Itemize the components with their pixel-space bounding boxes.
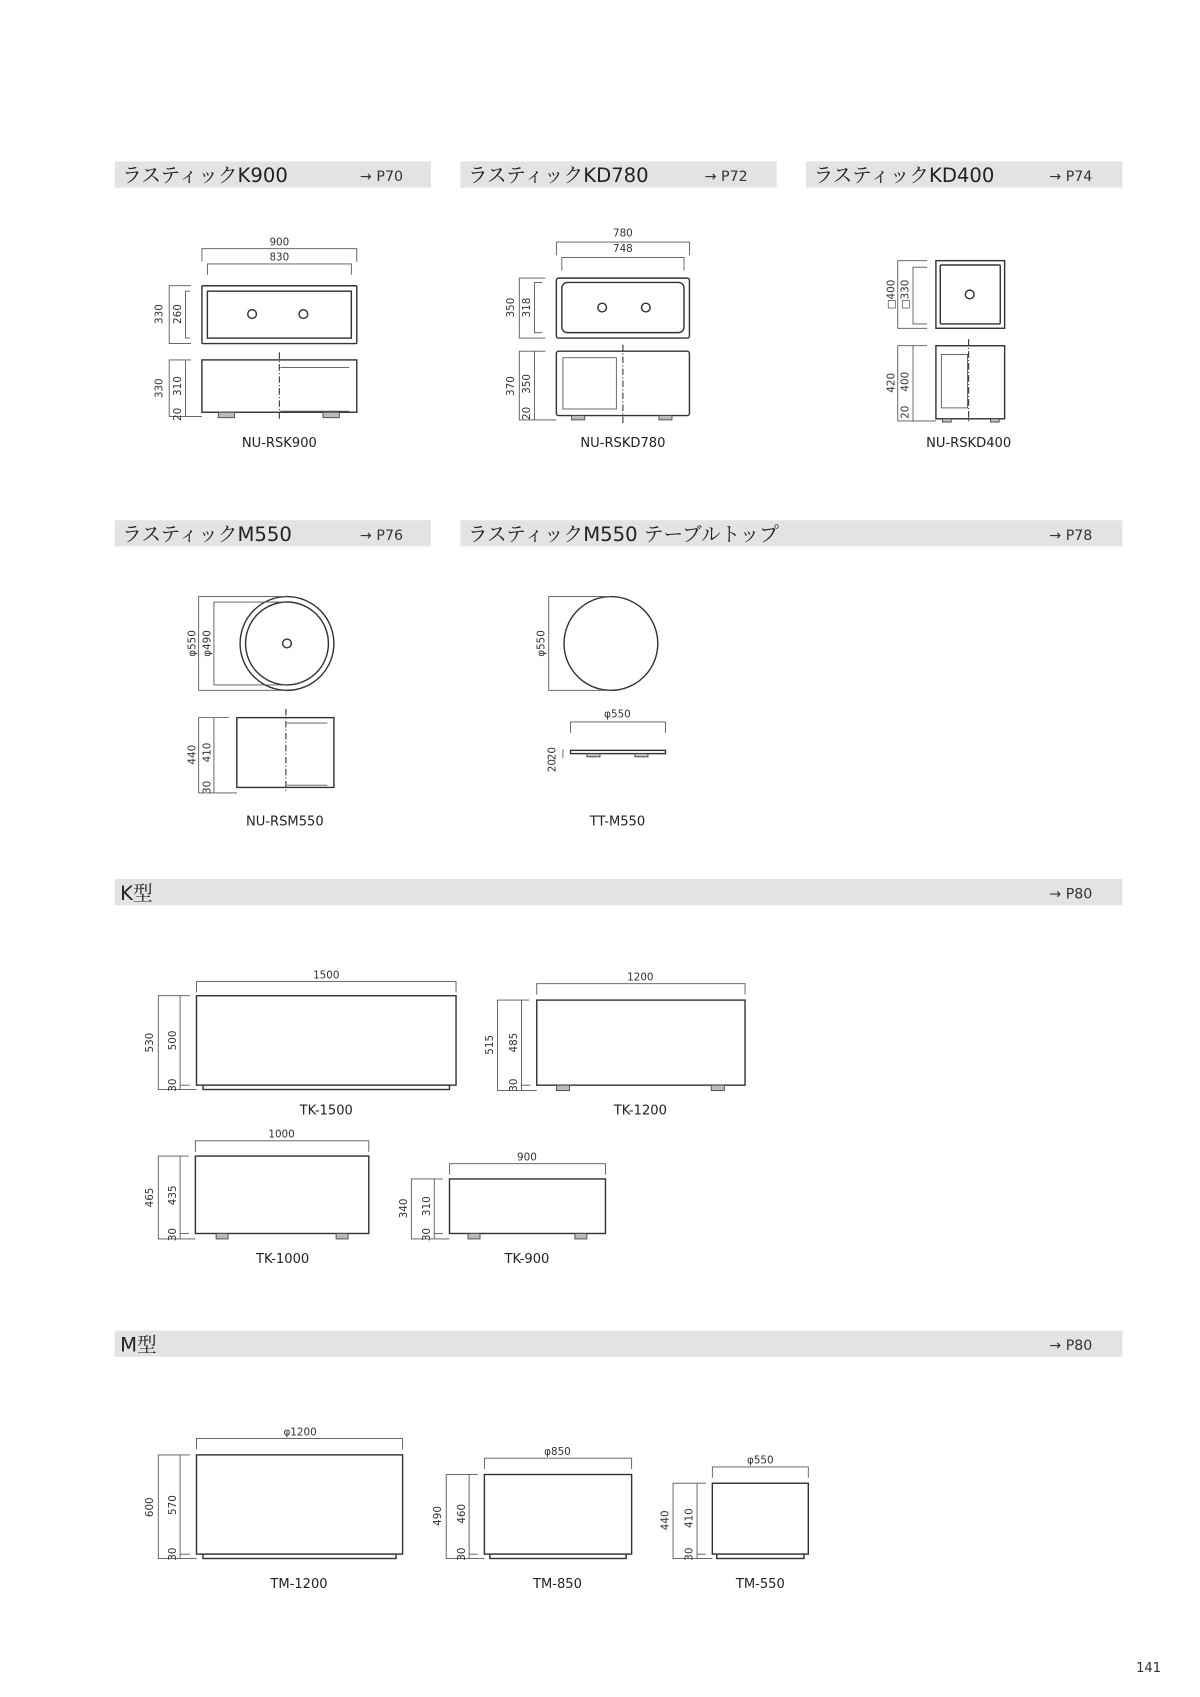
model-name: NU-RSM550 — [245, 814, 324, 830]
dimension-label: 260 — [172, 304, 185, 324]
dimension-label: 340 — [397, 1198, 410, 1219]
dimension-label: 370 — [504, 376, 517, 396]
model-name: NU-RSKD780 — [580, 436, 666, 452]
model-name: TK-1000 — [256, 1251, 310, 1267]
section-title: K型 — [120, 881, 153, 905]
dimension-label: φ550 — [535, 630, 548, 657]
dimension-label: 780 — [613, 227, 633, 240]
section-title: ラスティックKD780 — [468, 164, 649, 188]
dimension-label: 20 — [172, 407, 185, 422]
header-k-type — [115, 879, 1123, 905]
dimension-label: 20 — [546, 747, 559, 761]
dimension-label: 410 — [683, 1508, 696, 1529]
dimension-label: 30 — [166, 1547, 179, 1561]
dimension-label: 460 — [455, 1503, 468, 1524]
header-kd780 — [460, 161, 776, 187]
dimension-label: 20 — [521, 406, 534, 420]
model-name: NU-RSKD400 — [926, 436, 1012, 452]
dimension-label: 400 — [899, 371, 912, 392]
drawing-tm-1200 — [144, 1426, 403, 1592]
dimension-label: 600 — [143, 1497, 156, 1518]
dimension-label: 465 — [143, 1187, 156, 1208]
dimension-label: 30 — [455, 1547, 468, 1561]
dimension-label: 440 — [659, 1510, 672, 1531]
header-k900 — [115, 161, 431, 187]
dimension-label: φ490 — [201, 630, 214, 657]
dimension-label: 570 — [166, 1495, 179, 1515]
drawing-tk-1200 — [484, 971, 745, 1118]
model-name: TM-850 — [532, 1576, 582, 1592]
dimension-label: 1200 — [627, 971, 654, 984]
dimension-label: 435 — [166, 1185, 179, 1206]
drawing-tm-550 — [660, 1455, 809, 1592]
dimension-label: 330 — [153, 304, 166, 324]
page-number: 141 — [1136, 1660, 1162, 1676]
dimension-label: 310 — [420, 1196, 433, 1217]
drawing-kd780 — [505, 228, 690, 451]
dimension-label: 420 — [885, 372, 898, 393]
dimension-label: 410 — [201, 742, 214, 763]
page-link[interactable]: → P80 — [1049, 1338, 1093, 1355]
model-name: NU-RSK900 — [241, 436, 317, 452]
dimension-label: 1500 — [313, 969, 340, 982]
drawing-tk-900 — [398, 1151, 605, 1267]
model-name: TK-900 — [504, 1251, 550, 1267]
dimension-label: 30 — [420, 1227, 433, 1242]
page-link[interactable]: → P80 — [1049, 886, 1093, 903]
model-name: TT-M550 — [589, 814, 646, 830]
dimension-label: 490 — [431, 1506, 444, 1526]
dimension-label: 515 — [484, 1034, 497, 1055]
dimension-label: 30 — [201, 780, 214, 795]
dimension-label: 30 — [508, 1078, 521, 1092]
dimension-label: 748 — [613, 242, 633, 255]
model-name: TK-1500 — [299, 1103, 353, 1119]
dimension-label: φ550 — [186, 630, 199, 657]
dimension-label: 1000 — [268, 1128, 295, 1141]
dimension-label: □330 — [899, 279, 912, 310]
dimension-label: 500 — [166, 1030, 179, 1051]
dimension-label: 30 — [166, 1078, 179, 1092]
dimension-label: 310 — [172, 376, 185, 396]
dimension-label: 485 — [508, 1032, 521, 1053]
section-title: ラスティックM550 テーブルトップ — [468, 522, 779, 546]
section-title: ラスティックM550 — [122, 522, 292, 546]
drawing-tk-1000 — [144, 1129, 369, 1267]
header-kd400 — [806, 161, 1122, 187]
dimension-label: 900 — [269, 236, 290, 249]
dimension-label: 330 — [153, 378, 166, 399]
header-tabletop — [460, 520, 1122, 546]
section-title: ラスティックK900 — [122, 164, 288, 188]
drawing-k900 — [154, 236, 357, 451]
page-link[interactable]: → P76 — [360, 527, 403, 544]
dimension-label: 900 — [517, 1151, 537, 1164]
dimension-label: 530 — [143, 1032, 156, 1053]
dimension-label: 30 — [166, 1227, 179, 1242]
drawing-kd400 — [885, 261, 1011, 451]
dimension-label: 30 — [683, 1547, 696, 1561]
dimension-label: φ550 — [604, 708, 631, 721]
dimension-label: 20 — [899, 405, 912, 419]
dimension-label: 20 — [546, 759, 559, 773]
page-link[interactable]: → P74 — [1049, 169, 1093, 186]
header-m550 — [115, 520, 431, 546]
dimension-label: φ550 — [747, 1454, 774, 1467]
drawing-tm-850 — [432, 1446, 632, 1592]
page-link[interactable]: → P72 — [704, 169, 748, 186]
model-name: TM-550 — [735, 1576, 785, 1592]
dimension-label: 318 — [521, 297, 534, 318]
model-name: TK-1200 — [613, 1103, 667, 1119]
section-title: ラスティックKD400 — [813, 164, 995, 188]
dimension-label: 830 — [269, 251, 290, 264]
model-name: TM-1200 — [270, 1576, 328, 1592]
drawing-tabletop — [535, 597, 665, 830]
drawing-tk-1500 — [144, 969, 456, 1118]
page-link[interactable]: → P70 — [360, 169, 403, 186]
dimension-label: φ850 — [544, 1445, 571, 1458]
dimension-label: □400 — [885, 279, 898, 310]
section-title: M型 — [120, 1333, 157, 1357]
drawing-m550 — [186, 597, 334, 830]
header-m-type — [115, 1331, 1123, 1357]
page-link[interactable]: → P78 — [1049, 527, 1093, 544]
dimension-label: 350 — [504, 297, 517, 318]
dimension-label: φ1200 — [283, 1426, 317, 1439]
dimension-label: 350 — [521, 374, 534, 394]
dimension-label: 440 — [186, 744, 199, 765]
